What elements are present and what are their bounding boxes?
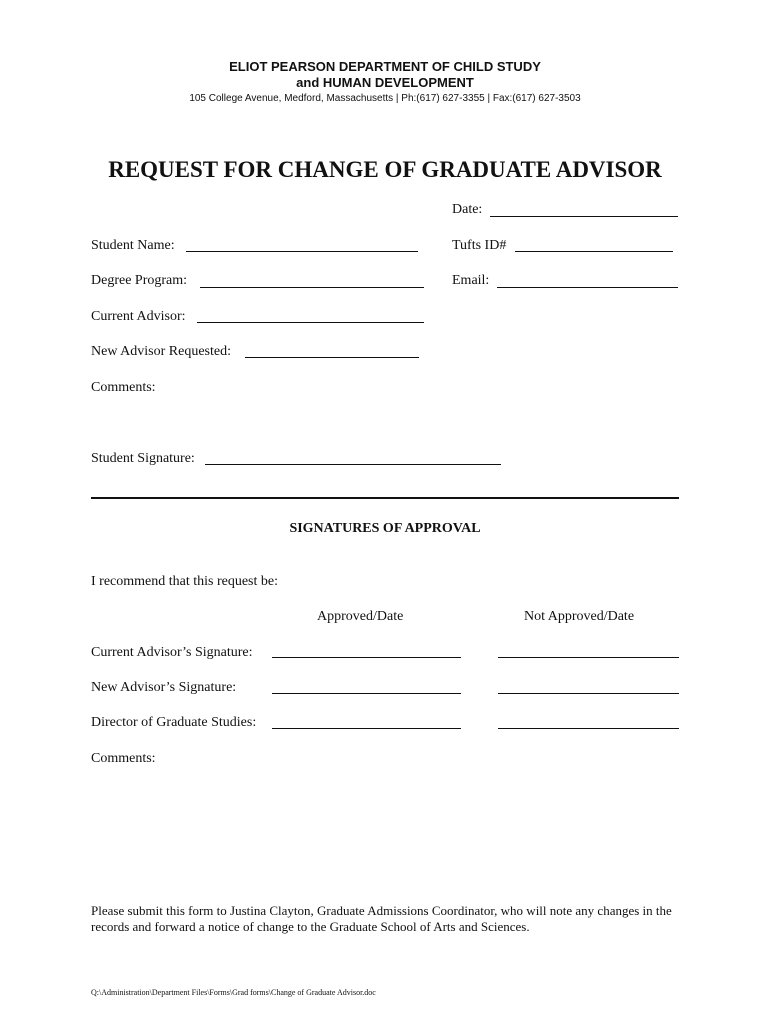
recommendation-intro: I recommend that this request be: xyxy=(91,574,278,589)
department-name-line2: and HUMAN DEVELOPMENT xyxy=(296,75,474,90)
director-approved-field[interactable] xyxy=(272,728,461,729)
current-advisor-approved-field[interactable] xyxy=(272,657,461,658)
current-advisor-field[interactable] xyxy=(197,322,424,323)
current-advisor-label: Current Advisor: xyxy=(91,309,186,324)
student-signature-field[interactable] xyxy=(205,464,501,465)
comments-label: Comments: xyxy=(91,380,156,395)
department-address: 105 College Avenue, Medford, Massachusetts | Ph:(617) 627-3355 | Fax:(617) 627-3503 xyxy=(189,93,581,104)
student-name-field[interactable] xyxy=(186,251,418,252)
tufts-id-field[interactable] xyxy=(515,251,673,252)
degree-program-field[interactable] xyxy=(200,287,424,288)
section-divider xyxy=(91,497,679,499)
current-advisor-not-approved-field[interactable] xyxy=(498,657,679,658)
department-name: ELIOT PEARSON DEPARTMENT OF CHILD STUDY xyxy=(229,59,541,74)
new-advisor-requested-field[interactable] xyxy=(245,357,419,358)
current-advisor-signature-label: Current Advisor’s Signature: xyxy=(91,645,253,660)
approval-heading: SIGNATURES OF APPROVAL xyxy=(289,521,481,536)
date-label: Date: xyxy=(452,202,483,217)
form-title: REQUEST FOR CHANGE OF GRADUATE ADVISOR xyxy=(108,157,662,182)
student-name-label: Student Name: xyxy=(91,238,175,253)
degree-program-label: Degree Program: xyxy=(91,273,188,288)
new-advisor-approved-field[interactable] xyxy=(272,693,461,694)
student-signature-label: Student Signature: xyxy=(91,451,195,466)
new-advisor-not-approved-field[interactable] xyxy=(498,693,679,694)
file-path-footer: Q:\Administration\Department Files\Forms\Grad forms\Change of Graduate Advisor.doc xyxy=(91,988,376,997)
new-advisor-requested-label: New Advisor Requested: xyxy=(91,344,231,359)
email-field[interactable] xyxy=(497,287,678,288)
approval-comments-label: Comments: xyxy=(91,751,156,766)
director-signature-label: Director of Graduate Studies: xyxy=(91,715,257,730)
email-label: Email: xyxy=(452,273,490,288)
submission-instructions: Please submit this form to Justina Clayton, Graduate Admissions Coordinator, who will note any changes in the records and forward a notice of change to the Graduate School of Arts and Sciences. xyxy=(91,903,672,934)
tufts-id-label: Tufts ID# xyxy=(452,238,507,253)
approved-date-column: Approved/Date xyxy=(317,609,404,624)
date-field[interactable] xyxy=(490,216,678,217)
not-approved-date-column: Not Approved/Date xyxy=(524,609,635,624)
new-advisor-signature-label: New Advisor’s Signature: xyxy=(91,680,237,695)
director-not-approved-field[interactable] xyxy=(498,728,679,729)
